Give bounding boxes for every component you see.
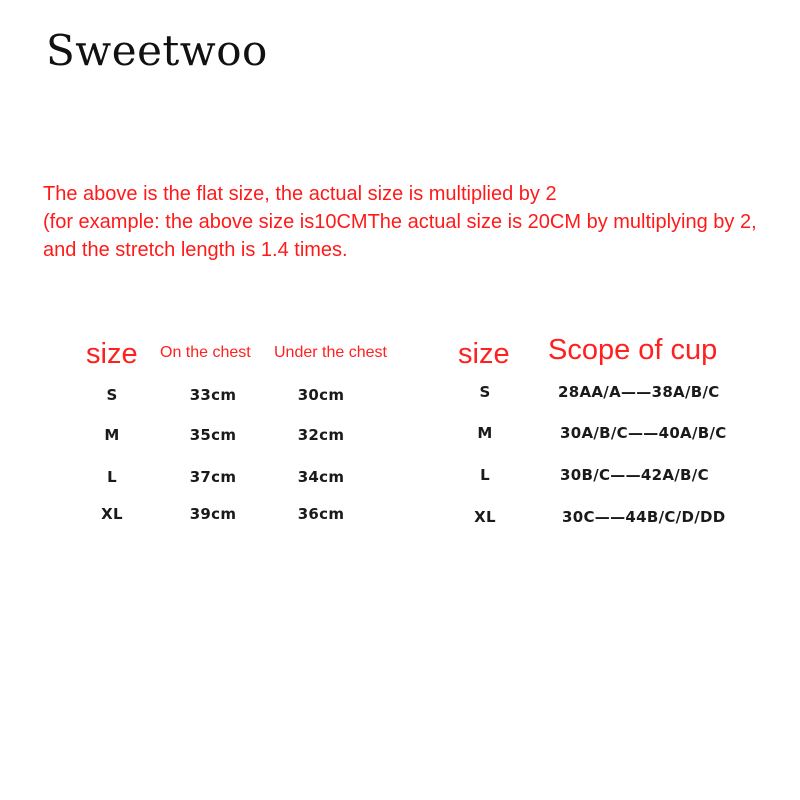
left-row-chest: 35cm [189, 426, 237, 444]
size-note [43, 180, 788, 264]
note-line-1: The above is the flat size, the actual size is multiplied by 2 [43, 183, 557, 205]
right-row-cup: 30A/B/C——40A/B/C [560, 424, 727, 442]
note-line-3: and the stretch length is 1.4 times. [43, 239, 348, 261]
right-size-header: size [458, 338, 510, 370]
left-row-size: XL [101, 505, 123, 523]
note-line-2: (for example: the above size is10CMThe actual size is 20CM by multiplying by 2, [43, 211, 757, 233]
left-row-chest: 37cm [189, 468, 237, 486]
under-chest-header: Under the chest [274, 344, 387, 361]
left-size-header: size [86, 338, 138, 370]
left-row-chest: 39cm [189, 505, 237, 523]
right-row-size: S [479, 383, 491, 401]
right-row-cup: 28AA/A——38A/B/C [558, 383, 720, 401]
left-row-under: 30cm [297, 386, 345, 404]
left-row-under: 32cm [297, 426, 345, 444]
right-row-size: L [480, 466, 490, 484]
left-row-under: 36cm [297, 505, 345, 523]
right-row-size: M [477, 424, 493, 442]
right-row-cup: 30C——44B/C/D/DD [562, 508, 726, 526]
left-row-size: M [104, 426, 120, 444]
right-row-size: XL [474, 508, 496, 526]
scope-of-cup-header: Scope of cup [548, 334, 718, 366]
brand-title: Sweetwoo [46, 26, 268, 75]
left-row-under: 34cm [297, 468, 345, 486]
left-row-size: S [106, 386, 118, 404]
right-row-cup: 30B/C——42A/B/C [560, 466, 709, 484]
on-chest-header: On the chest [160, 344, 251, 361]
left-row-chest: 33cm [189, 386, 237, 404]
left-row-size: L [107, 468, 117, 486]
